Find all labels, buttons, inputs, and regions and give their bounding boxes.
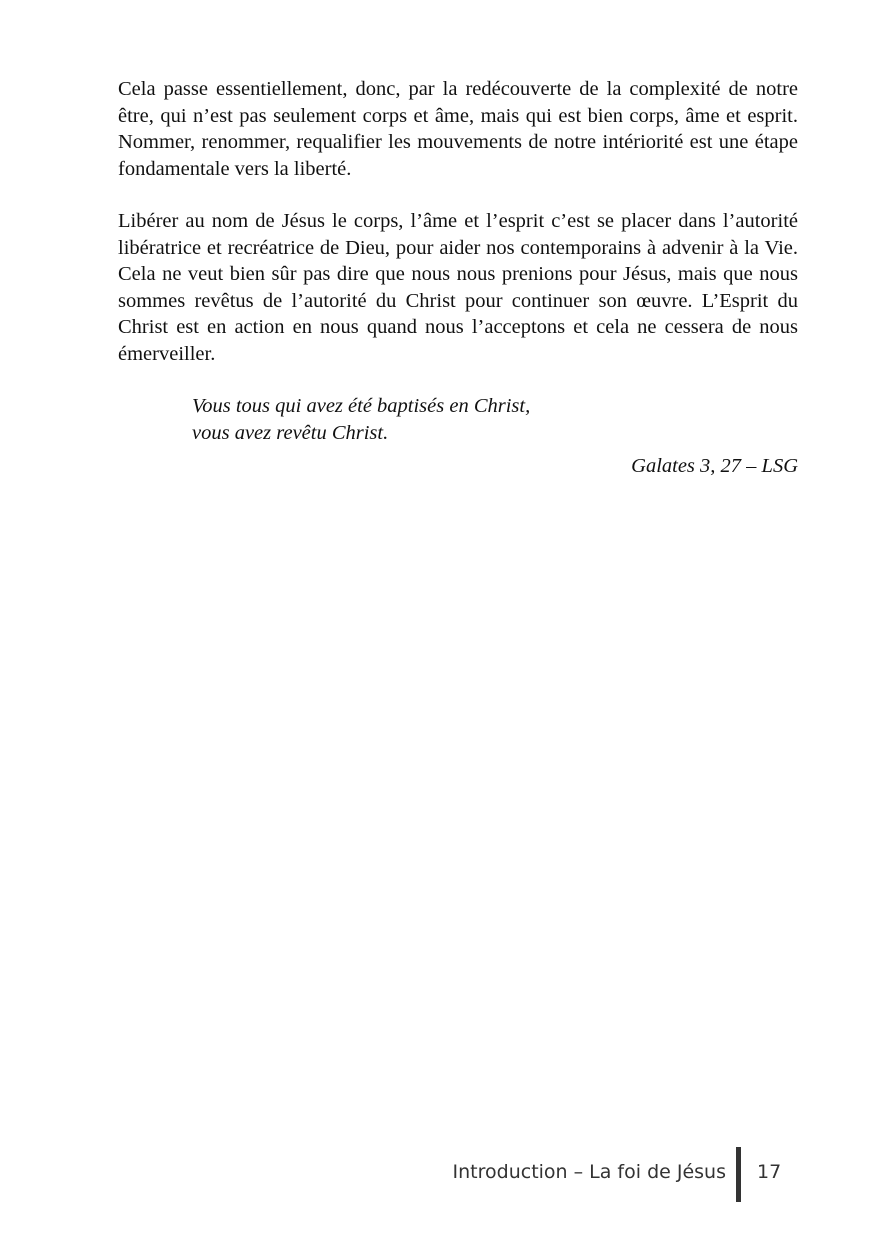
scripture-reference: Galates 3, 27 – LSG bbox=[631, 455, 798, 477]
body-paragraph-2: Libérer au nom de Jésus le corps, l’âme et l’esprit c’est se placer dans l’autorité libératrice et recréatrice de Dieu, pour aider nos contemporains à advenir à la Vie. Cela ne veut bien sûr pas dire que nous nous prenions pour Jésus, mais que nous sommes revêtus de l’autorité du Christ pour continuer son œuvre. L’Esprit du Christ est en action en nous quand nous l’acceptons et cela ne cessera de nous émerveiller. bbox=[118, 210, 798, 365]
page-number: 17 bbox=[757, 1161, 782, 1183]
footer-divider bbox=[736, 1147, 741, 1202]
page-footer bbox=[0, 1147, 886, 1203]
body-paragraph-1: Cela passe essentiellement, donc, par la redécouverte de la complexité de notre être, qui n’est pas seulement corps et âme, mais qui est bien corps, âme et esprit. Nommer, renommer, requalifier les mouvements de notre intériorité est une étape fondamentale vers la liberté. bbox=[118, 78, 798, 180]
quote-line-1: Vous tous qui avez été baptisés en Christ, bbox=[192, 395, 531, 417]
quote-line-2: vous avez revêtu Christ. bbox=[192, 421, 389, 444]
running-title: Introduction – La foi de Jésus bbox=[452, 1161, 726, 1183]
scripture-quote bbox=[192, 393, 530, 446]
